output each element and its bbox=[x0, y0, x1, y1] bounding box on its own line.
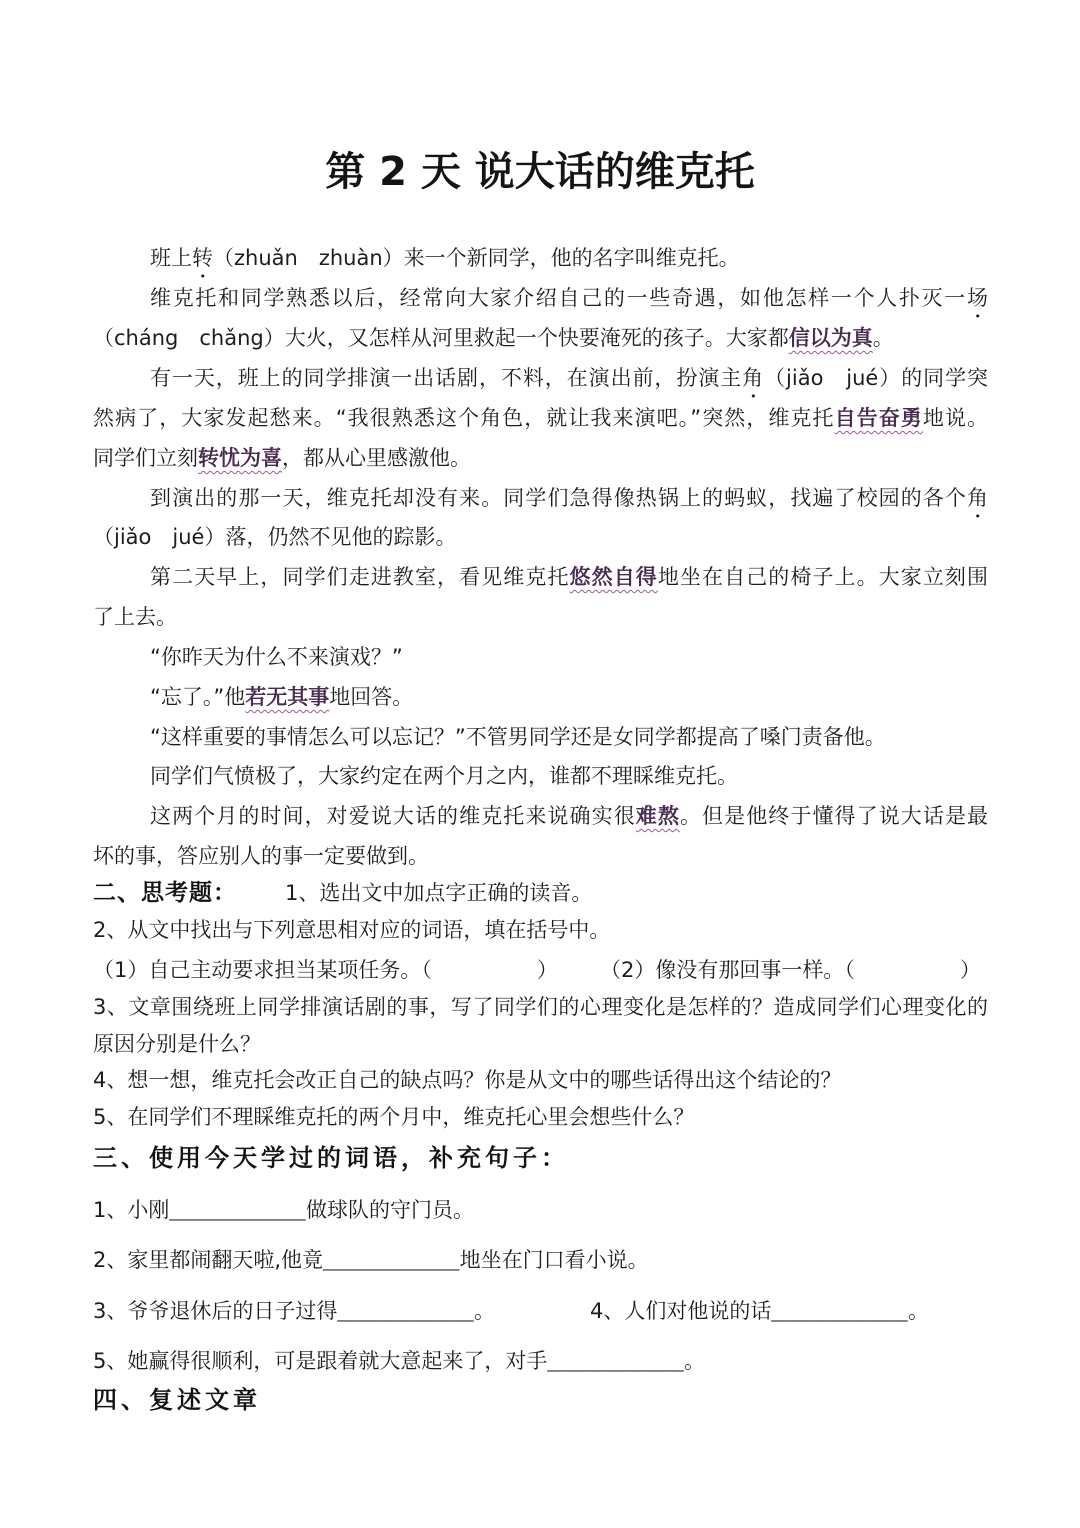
passage-text: 地坐在自己的椅子上。大家立刻围 bbox=[657, 565, 989, 589]
passage-text: 维克托和同学熟悉以后，经常向大家介绍自己的一些奇遇，如他怎样一个人扑灭一 bbox=[150, 286, 967, 310]
passage-line-2 bbox=[150, 278, 988, 318]
keyword-phrase: 信以为真 bbox=[788, 326, 873, 350]
question-2: 2、从文中找出与下列意思相对应的词语，填在括号中。 bbox=[93, 918, 611, 942]
passage-text: 了上去。 bbox=[93, 605, 177, 629]
fill-sentence-1 bbox=[93, 1190, 988, 1230]
dotted-character: 角 bbox=[742, 366, 765, 390]
passage-text: 同学们气愤极了，大家约定在两个月之内，谁都不理睬维克托。 bbox=[150, 764, 738, 788]
dialogue-text: “这样重要的事情怎么可以忘记？”不管男同学还是女同学都提高了嗓门责备他。 bbox=[150, 725, 886, 749]
sentence-text: 4、人们对他说的话 bbox=[590, 1299, 772, 1323]
passage-line-10 bbox=[93, 597, 988, 637]
exercise-4-heading-line bbox=[93, 1380, 988, 1420]
sentence-text: 3、爷爷退休后的日子过得 bbox=[93, 1299, 338, 1323]
sentence-text: 5、她赢得很顺利，可是跟着就大意起来了，对手 bbox=[93, 1349, 548, 1373]
passage-line-8 bbox=[93, 517, 988, 557]
sentence-text: 。 bbox=[473, 1299, 495, 1323]
passage-text: 然病了，大家发起愁来。“我很熟悉这个角色，就让我来演吧。”突然，维克托 bbox=[93, 406, 835, 430]
question-5: 5、在同学们不理睬维克托的两个月中，维克托心里会想些什么？ bbox=[93, 1105, 695, 1129]
question-2-item-1: （1）自己主动要求担当某项任务。（ ） bbox=[93, 958, 558, 982]
passage-text: 地说。 bbox=[922, 406, 989, 430]
fill-sentence-3 bbox=[93, 1299, 495, 1323]
dotted-character: 角 bbox=[967, 486, 988, 510]
passage-text: （jiǎo jué）的同学突 bbox=[764, 366, 989, 390]
passage-line-4 bbox=[150, 358, 988, 398]
passage-text: （zhuǎn zhuàn）来一个新同学，他的名字叫维克托。 bbox=[213, 246, 740, 270]
keyword-phrase: 转忧为喜 bbox=[198, 446, 282, 470]
passage-line-3 bbox=[93, 318, 988, 358]
passage-line-11 bbox=[150, 637, 988, 677]
passage-text: （cháng chǎng）大火，又怎样从河里救起一个快要淹死的孩子。大家都 bbox=[93, 326, 789, 350]
passage-text: 有一天，班上的同学排演一出话剧，不料，在演出前，扮演主 bbox=[150, 366, 743, 390]
passage-line-13 bbox=[150, 717, 988, 757]
dotted-character: 场 bbox=[967, 286, 988, 310]
question-4: 4、想一想，维克托会改正自己的缺点吗？你是从文中的哪些话得出这个结论的？ bbox=[93, 1068, 842, 1092]
section-heading: 二、思考题： bbox=[93, 880, 237, 906]
sentence-text: 。 bbox=[907, 1299, 929, 1323]
passage-text: ，都从心里感激他。 bbox=[282, 446, 471, 470]
fill-sentence-3-4 bbox=[93, 1291, 988, 1331]
question-2-item-2: （2）像没有那回事一样。（ ） bbox=[600, 958, 981, 982]
passage-text: 第二天早上，同学们走进教室，看见维克托 bbox=[150, 565, 570, 589]
passage-text: 同学们立刻 bbox=[93, 446, 198, 470]
sentence-text: 做球队的守门员。 bbox=[305, 1198, 474, 1222]
keyword-phrase: 自告奋勇 bbox=[834, 406, 923, 430]
passage-text: 这两个月的时间，对爱说大话的维克托来说确实很 bbox=[150, 804, 636, 828]
passage-text: 到演出的那一天，维克托却没有来。同学们急得像热锅上的蚂蚁，找遍了校园的各个 bbox=[150, 486, 967, 510]
passage-line-7 bbox=[150, 478, 988, 518]
keyword-phrase: 若无其事 bbox=[245, 685, 330, 709]
keyword-phrase: 难熬 bbox=[635, 804, 680, 828]
sentence-text: 2、家里都闹翻天啦,他竟 bbox=[93, 1248, 324, 1272]
dialogue-text: “忘了。”他 bbox=[150, 685, 246, 709]
exercise-3-heading-line bbox=[93, 1138, 988, 1178]
fill-blank: ______________ bbox=[323, 1252, 460, 1271]
passage-text: 地回答。 bbox=[329, 685, 414, 709]
fill-blank: ______________ bbox=[169, 1202, 306, 1221]
keyword-phrase: 悠然自得 bbox=[569, 565, 658, 589]
section-heading: 四、复述文章 bbox=[93, 1386, 261, 1414]
sentence-text: 。 bbox=[683, 1349, 705, 1373]
fill-sentence-4 bbox=[590, 1291, 929, 1333]
passage-text: 。 bbox=[872, 326, 894, 350]
question-1: 1、选出文中加点字正确的读音。 bbox=[285, 881, 593, 905]
passage-line-14 bbox=[150, 756, 988, 796]
fill-blank: ______________ bbox=[771, 1303, 908, 1322]
fill-sentence-2 bbox=[93, 1240, 988, 1280]
question-3-line-2: 原因分别是什么？ bbox=[93, 1032, 261, 1056]
sentence-text: 地坐在门口看小说。 bbox=[459, 1248, 649, 1272]
passage-line-15 bbox=[150, 796, 988, 836]
fill-blank: ______________ bbox=[547, 1353, 684, 1372]
passage-text: 班上 bbox=[150, 246, 192, 270]
passage-line-16 bbox=[93, 836, 988, 876]
question-3-line-1: 3、文章围绕班上同学排演话剧的事，写了同学们的心理变化是怎样的？造成同学们心理变化的 bbox=[93, 995, 988, 1019]
section-heading: 三、使用今天学过的词语，补充句子： bbox=[93, 1144, 569, 1172]
passage-line-12 bbox=[150, 677, 988, 717]
question-2-items bbox=[93, 952, 988, 988]
passage-text: 。但是他终于懂得了说大话是最 bbox=[679, 804, 989, 828]
passage-line-6 bbox=[93, 438, 988, 478]
passage-text: 坏的事，答应别人的事一定要做到。 bbox=[93, 844, 429, 868]
sentence-text: 1、小刚 bbox=[93, 1198, 170, 1222]
dialogue-text: “你昨天为什么不来演戏？” bbox=[150, 645, 403, 669]
fill-sentence-5 bbox=[93, 1341, 988, 1381]
passage-line-9 bbox=[150, 557, 988, 597]
passage-text: （jiǎo jué）落，仍然不见他的踪影。 bbox=[93, 525, 457, 549]
passage-line-1 bbox=[150, 238, 988, 278]
exercise-2-heading-line bbox=[93, 875, 988, 911]
fill-blank: ______________ bbox=[337, 1303, 474, 1322]
passage-line-5 bbox=[93, 398, 988, 438]
dotted-character: 转 bbox=[192, 246, 213, 270]
page-title: 第 2 天 说大话的维克托 bbox=[325, 149, 755, 195]
